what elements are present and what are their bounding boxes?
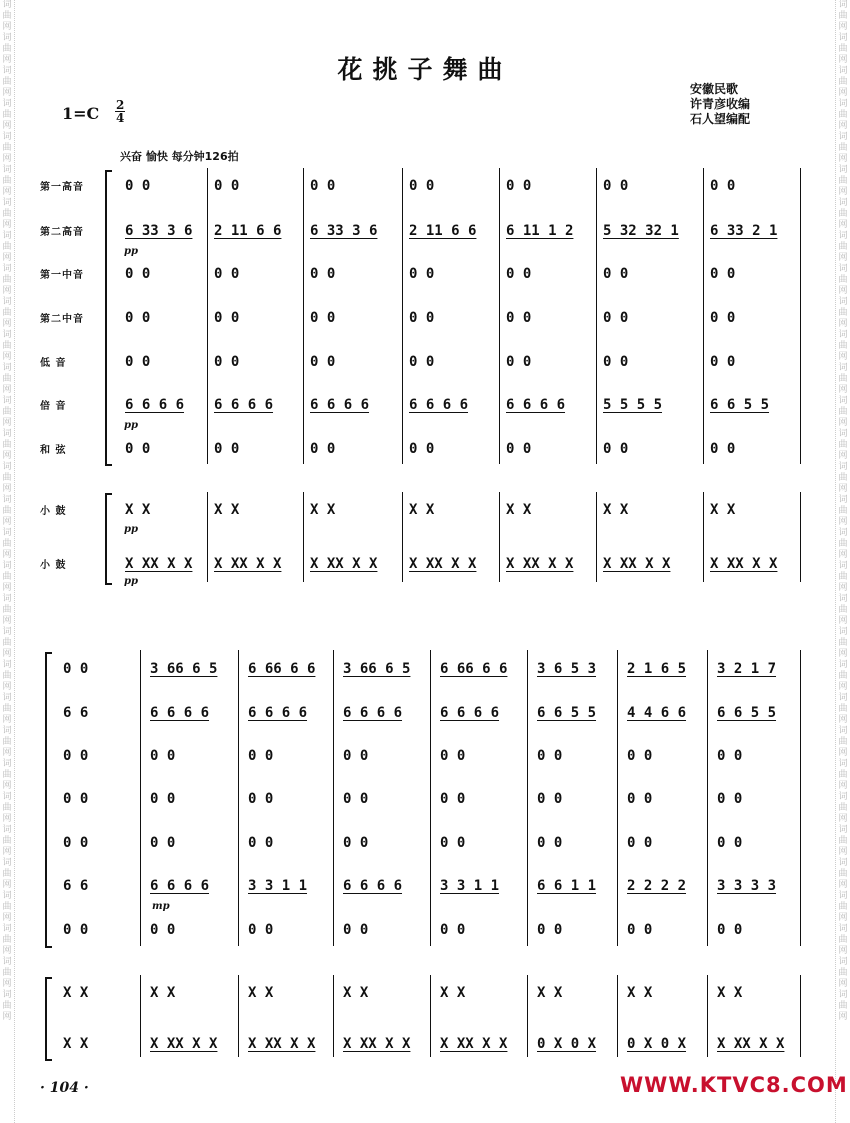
note-cell: 3 66 6 5 bbox=[343, 661, 411, 677]
note-cell: 0 0 bbox=[63, 748, 89, 764]
note-cell: 0 0 bbox=[603, 266, 629, 282]
note-cell: 0 0 bbox=[710, 310, 736, 326]
note-cell: 6 6 6 6 bbox=[409, 397, 469, 413]
barline bbox=[703, 168, 704, 464]
note-cell: 0 0 bbox=[537, 748, 563, 764]
barline bbox=[499, 492, 500, 582]
note-cell: X X bbox=[506, 502, 532, 518]
note-cell: 0 X 0 X bbox=[627, 1036, 687, 1052]
note-cell: 0 0 bbox=[63, 835, 89, 851]
note-cell: 0 0 bbox=[440, 922, 466, 938]
time-signature-top: 2 bbox=[116, 98, 125, 112]
note-cell: 0 0 bbox=[717, 748, 743, 764]
note-cell: 3 66 6 5 bbox=[150, 661, 218, 677]
note-cell: 6 6 5 5 bbox=[537, 705, 597, 721]
note-cell: 0 0 bbox=[310, 310, 336, 326]
note-cell: 6 6 6 6 bbox=[150, 705, 210, 721]
barline bbox=[707, 650, 708, 946]
part-name: 小 鼓 bbox=[40, 560, 67, 571]
barline bbox=[430, 975, 431, 1057]
note-cell: 6 6 6 6 bbox=[150, 878, 210, 894]
part-name: 第一高音 bbox=[40, 182, 84, 193]
note-cell: 3 3 1 1 bbox=[440, 878, 500, 894]
note-cell: X X bbox=[125, 502, 151, 518]
site-url: WWW.KTVC8.COM bbox=[620, 1073, 848, 1097]
barline bbox=[402, 168, 403, 464]
note-cell: 3 2 1 7 bbox=[717, 661, 777, 677]
note-cell: 0 0 bbox=[63, 791, 89, 807]
page-number: · 104 · bbox=[40, 1080, 89, 1096]
note-cell: 0 0 bbox=[409, 310, 435, 326]
dynamic-marking: pp bbox=[124, 420, 138, 431]
note-cell: 0 0 bbox=[627, 748, 653, 764]
note-cell: 0 0 bbox=[343, 835, 369, 851]
note-cell: X X bbox=[603, 502, 629, 518]
note-cell: 6 33 3 6 bbox=[125, 223, 193, 239]
barline bbox=[596, 492, 597, 582]
note-cell: X X bbox=[343, 985, 369, 1001]
note-cell: X X bbox=[627, 985, 653, 1001]
note-cell: X X bbox=[710, 502, 736, 518]
note-cell: 0 0 bbox=[248, 748, 274, 764]
barline bbox=[207, 492, 208, 582]
watermark-right: 词曲网词曲网词曲网词曲网词曲网词曲网词曲网词曲网词曲网词曲网词曲网词曲网词曲网词曲网词曲网词曲网词曲网词曲网词曲网词曲网词曲网词曲网词曲网词曲网词曲网词曲网词曲网词曲网词曲网词曲网词曲网 bbox=[838, 0, 848, 1022]
note-cell: X XX X X bbox=[506, 556, 574, 572]
note-cell: 0 0 bbox=[603, 441, 629, 457]
barline bbox=[527, 650, 528, 946]
credit-arranger: 石人望编配 bbox=[690, 112, 751, 126]
barline bbox=[333, 975, 334, 1057]
note-cell: 0 0 bbox=[717, 835, 743, 851]
barline bbox=[140, 975, 141, 1057]
barline bbox=[707, 975, 708, 1057]
barline bbox=[617, 975, 618, 1057]
time-signature-bottom: 4 bbox=[116, 111, 125, 125]
note-cell: 0 0 bbox=[537, 791, 563, 807]
note-cell: 0 0 bbox=[310, 178, 336, 194]
note-cell: 0 0 bbox=[310, 441, 336, 457]
barline bbox=[703, 492, 704, 582]
note-cell: 4 4 6 6 bbox=[627, 705, 687, 721]
note-cell: X XX X X bbox=[310, 556, 378, 572]
note-cell: 0 0 bbox=[717, 922, 743, 938]
barline bbox=[596, 168, 597, 464]
barline bbox=[800, 168, 801, 464]
time-signature bbox=[115, 99, 125, 124]
note-cell: 6 6 5 5 bbox=[710, 397, 770, 413]
barline bbox=[800, 650, 801, 946]
barline bbox=[430, 650, 431, 946]
note-cell: 0 0 bbox=[627, 835, 653, 851]
note-cell: 0 0 bbox=[125, 178, 151, 194]
dynamic-marking: pp bbox=[124, 524, 138, 535]
watermark-left: 词曲网词曲网词曲网词曲网词曲网词曲网词曲网词曲网词曲网词曲网词曲网词曲网词曲网词曲网词曲网词曲网词曲网词曲网词曲网词曲网词曲网词曲网词曲网词曲网词曲网词曲网词曲网词曲网词曲网词曲网词曲网 bbox=[2, 0, 12, 1022]
note-cell: 0 0 bbox=[710, 266, 736, 282]
note-cell: 3 6 5 3 bbox=[537, 661, 597, 677]
dynamic-marking: pp bbox=[124, 246, 138, 257]
note-cell: 0 0 bbox=[343, 922, 369, 938]
note-cell: X XX X X bbox=[248, 1036, 316, 1052]
note-cell: 6 6 bbox=[63, 705, 89, 721]
barline bbox=[402, 492, 403, 582]
note-cell: 0 0 bbox=[409, 354, 435, 370]
barline bbox=[303, 168, 304, 464]
note-cell: 0 0 bbox=[440, 835, 466, 851]
note-cell: 0 0 bbox=[125, 354, 151, 370]
note-cell: 6 33 2 1 bbox=[710, 223, 778, 239]
note-cell: 5 32 32 1 bbox=[603, 223, 679, 239]
note-cell: 2 11 6 6 bbox=[214, 223, 282, 239]
note-cell: 0 0 bbox=[248, 835, 274, 851]
note-cell: 0 0 bbox=[125, 266, 151, 282]
barline bbox=[333, 650, 334, 946]
tempo-marking: 兴奋 愉快 每分钟126拍 bbox=[120, 150, 239, 163]
note-cell: 0 0 bbox=[125, 310, 151, 326]
credit-origin: 安徽民歌 bbox=[690, 82, 739, 96]
system2-brace-winds bbox=[45, 652, 52, 948]
note-cell: 0 0 bbox=[627, 791, 653, 807]
barline bbox=[800, 975, 801, 1057]
barline bbox=[238, 975, 239, 1057]
note-cell: 6 6 6 6 bbox=[125, 397, 185, 413]
note-cell: 6 6 6 6 bbox=[343, 878, 403, 894]
note-cell: 0 0 bbox=[409, 178, 435, 194]
note-cell: 0 0 bbox=[603, 310, 629, 326]
note-cell: X X bbox=[150, 985, 176, 1001]
note-cell: 3 3 1 1 bbox=[248, 878, 308, 894]
note-cell: X XX X X bbox=[440, 1036, 508, 1052]
score-title: 花挑子舞曲 bbox=[337, 55, 513, 84]
note-cell: 0 0 bbox=[717, 791, 743, 807]
barline bbox=[207, 168, 208, 464]
part-name: 低 音 bbox=[40, 358, 67, 369]
barline bbox=[800, 492, 801, 582]
note-cell: 0 0 bbox=[506, 354, 532, 370]
note-cell: 0 X 0 X bbox=[537, 1036, 597, 1052]
note-cell: 6 6 6 6 bbox=[343, 705, 403, 721]
note-cell: 5 5 5 5 bbox=[603, 397, 663, 413]
note-cell: 0 0 bbox=[63, 922, 89, 938]
part-name: 和 弦 bbox=[40, 445, 67, 456]
barline bbox=[303, 492, 304, 582]
note-cell: 0 0 bbox=[710, 354, 736, 370]
part-name: 小 鼓 bbox=[40, 506, 67, 517]
system2-brace-drums bbox=[45, 977, 52, 1061]
note-cell: 6 66 6 6 bbox=[440, 661, 508, 677]
credit-collector: 许青彦收编 bbox=[690, 97, 751, 111]
note-cell: 2 1 6 5 bbox=[627, 661, 687, 677]
note-cell: 3 3 3 3 bbox=[717, 878, 777, 894]
note-cell: 0 0 bbox=[150, 835, 176, 851]
note-cell: 0 0 bbox=[248, 791, 274, 807]
barline bbox=[238, 650, 239, 946]
note-cell: 0 0 bbox=[125, 441, 151, 457]
note-cell: 0 0 bbox=[343, 791, 369, 807]
note-cell: X XX X X bbox=[125, 556, 193, 572]
note-cell: 0 0 bbox=[409, 441, 435, 457]
note-cell: 0 0 bbox=[440, 791, 466, 807]
note-cell: 0 0 bbox=[627, 922, 653, 938]
note-cell: X X bbox=[214, 502, 240, 518]
note-cell: 0 0 bbox=[150, 922, 176, 938]
note-cell: X X bbox=[310, 502, 336, 518]
note-cell: 6 33 3 6 bbox=[310, 223, 378, 239]
note-cell: 2 2 2 2 bbox=[627, 878, 687, 894]
watermark-border-right bbox=[835, 0, 836, 1123]
dynamic-marking: pp bbox=[124, 576, 138, 587]
part-name: 第二高音 bbox=[40, 227, 84, 238]
note-cell: 0 0 bbox=[214, 266, 240, 282]
note-cell: 6 6 6 6 bbox=[506, 397, 566, 413]
barline bbox=[499, 168, 500, 464]
note-cell: 6 6 6 6 bbox=[440, 705, 500, 721]
note-cell: X XX X X bbox=[717, 1036, 785, 1052]
note-cell: X XX X X bbox=[603, 556, 671, 572]
note-cell: X X bbox=[717, 985, 743, 1001]
system1-brace-drums bbox=[105, 493, 112, 585]
note-cell: 0 0 bbox=[409, 266, 435, 282]
note-cell: 0 0 bbox=[506, 178, 532, 194]
note-cell: 0 0 bbox=[537, 835, 563, 851]
note-cell: X X bbox=[409, 502, 435, 518]
note-cell: X XX X X bbox=[150, 1036, 218, 1052]
note-cell: X XX X X bbox=[710, 556, 778, 572]
note-cell: 0 0 bbox=[214, 310, 240, 326]
note-cell: X XX X X bbox=[409, 556, 477, 572]
note-cell: 0 0 bbox=[506, 266, 532, 282]
note-cell: 2 11 6 6 bbox=[409, 223, 477, 239]
note-cell: 0 0 bbox=[63, 661, 89, 677]
note-cell: X XX X X bbox=[214, 556, 282, 572]
note-cell: X XX X X bbox=[343, 1036, 411, 1052]
watermark-border-left bbox=[14, 0, 15, 1123]
dynamic-marking: mp bbox=[152, 901, 170, 912]
note-cell: 0 0 bbox=[603, 354, 629, 370]
part-name: 倍 音 bbox=[40, 401, 67, 412]
note-cell: 6 6 6 6 bbox=[214, 397, 274, 413]
note-cell: X X bbox=[537, 985, 563, 1001]
note-cell: 6 6 bbox=[63, 878, 89, 894]
system1-brace-winds bbox=[105, 170, 112, 466]
note-cell: 6 6 1 1 bbox=[537, 878, 597, 894]
note-cell: 6 11 1 2 bbox=[506, 223, 574, 239]
barline bbox=[140, 650, 141, 946]
note-cell: 6 66 6 6 bbox=[248, 661, 316, 677]
note-cell: 0 0 bbox=[214, 354, 240, 370]
part-name: 第二中音 bbox=[40, 314, 84, 325]
note-cell: 0 0 bbox=[248, 922, 274, 938]
note-cell: 0 0 bbox=[537, 922, 563, 938]
note-cell: 0 0 bbox=[506, 310, 532, 326]
note-cell: 0 0 bbox=[150, 748, 176, 764]
note-cell: X X bbox=[248, 985, 274, 1001]
key-signature: 1=C bbox=[62, 104, 100, 123]
note-cell: 0 0 bbox=[214, 441, 240, 457]
note-cell: 6 6 5 5 bbox=[717, 705, 777, 721]
barline bbox=[617, 650, 618, 946]
note-cell: X X bbox=[440, 985, 466, 1001]
note-cell: 6 6 6 6 bbox=[310, 397, 370, 413]
note-cell: X X bbox=[63, 1036, 89, 1052]
credits bbox=[690, 82, 800, 127]
part-name: 第一中音 bbox=[40, 270, 84, 281]
note-cell: 0 0 bbox=[150, 791, 176, 807]
note-cell: 6 6 6 6 bbox=[248, 705, 308, 721]
note-cell: 0 0 bbox=[214, 178, 240, 194]
note-cell: X X bbox=[63, 985, 89, 1001]
note-cell: 0 0 bbox=[603, 178, 629, 194]
note-cell: 0 0 bbox=[310, 266, 336, 282]
note-cell: 0 0 bbox=[440, 748, 466, 764]
barline bbox=[527, 975, 528, 1057]
note-cell: 0 0 bbox=[343, 748, 369, 764]
note-cell: 0 0 bbox=[710, 178, 736, 194]
note-cell: 0 0 bbox=[310, 354, 336, 370]
note-cell: 0 0 bbox=[506, 441, 532, 457]
note-cell: 0 0 bbox=[710, 441, 736, 457]
